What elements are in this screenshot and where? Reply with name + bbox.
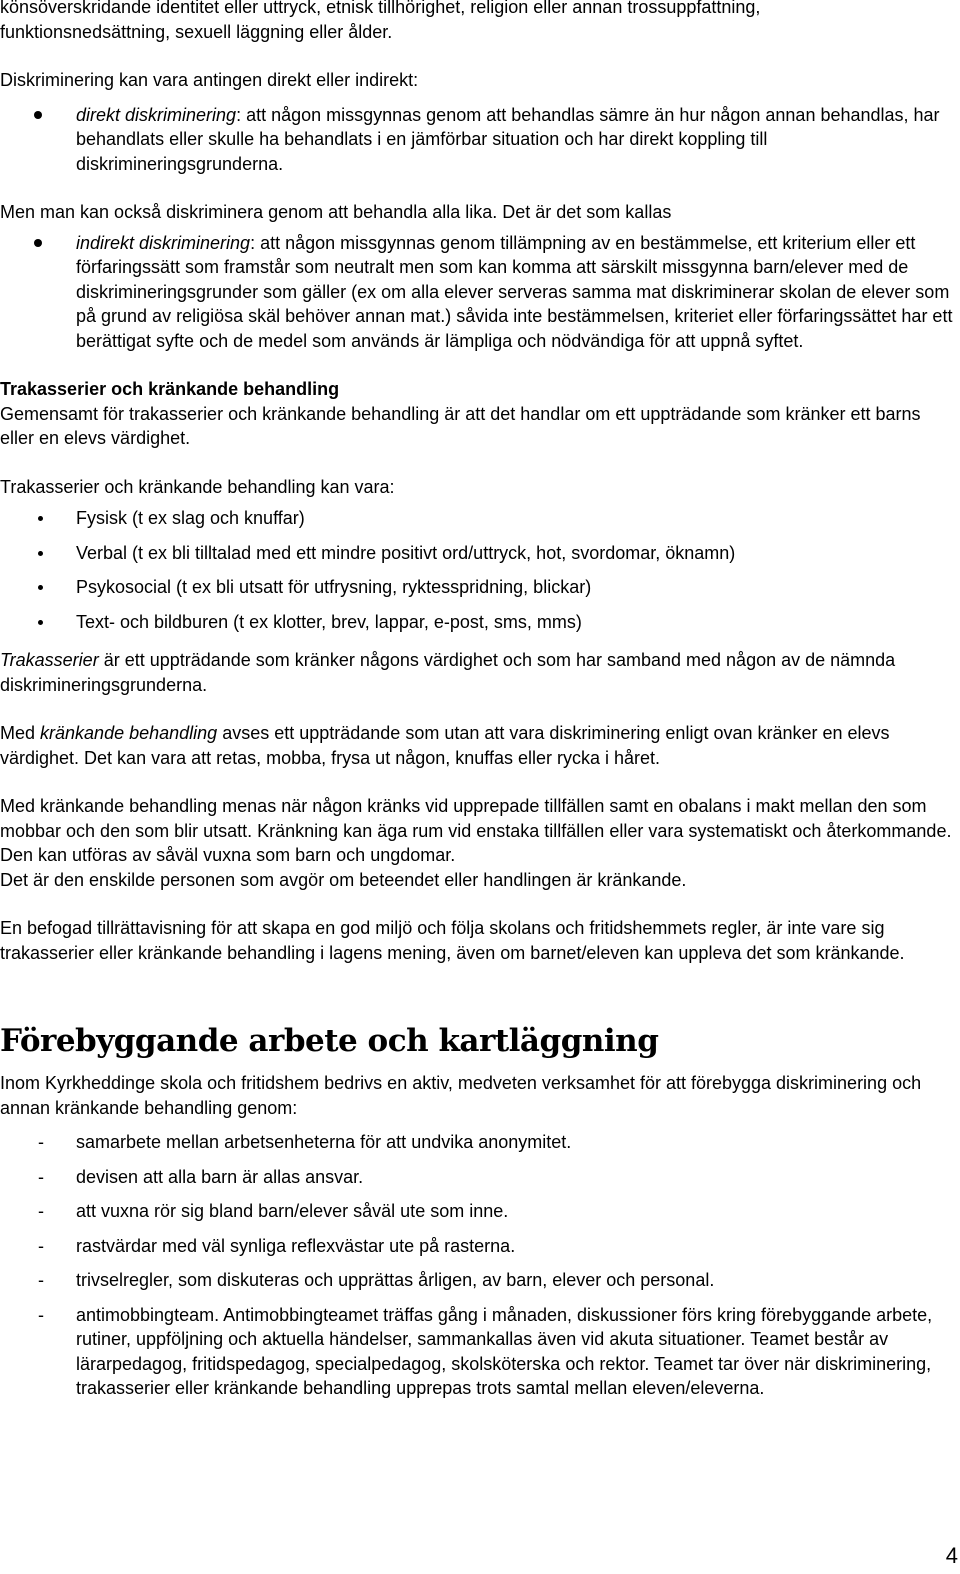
section-heading-prevention: Förebyggande arbete och kartläggning — [0, 1023, 659, 1059]
list-item: Psykosocial (t ex bli utsatt för utfrysning, ryktesspridning, blickar) — [0, 575, 958, 600]
definition-indirect: : att någon missgynnas genom tillämpning av en bestämmelse, ett kriterium eller ett förfaringssätt som framstår som neutralt men som kan komma att särskilt missgynna barn/elever med de diskrimineringsgrunder som gäller (ex om alla elever serveras samma mat diskriminerar skolan de elever som på grund av religiösa skäl behöver annan mat.) såvida inte bestämmelsen, kriteriet eller förfaringssättet har ett berättigat syfte och de medel som används är lämpliga och nödvändiga för att uppnå syftet. — [76, 232, 953, 351]
direct-discrimination-list — [0, 103, 958, 177]
list-item: - samarbete mellan arbetsenheterna för att undvika anonymitet. — [0, 1130, 958, 1155]
harassment-definition: Trakasserier är ett uppträdande som kränker någons värdighet och som har samband med någon av de nämnda diskrimineringsgrunderna. — [0, 650, 896, 695]
harassment-types-list — [0, 506, 958, 634]
harassment-types-lead: Trakasserier och kränkande behandling kan vara: — [0, 476, 395, 497]
discrimination-kinds-lead: Diskriminering kan vara antingen direkt eller indirekt: — [0, 70, 419, 90]
reprimand-paragraph: En befogad tillrättavisning för att skapa en god miljö och följa skolans och fritidshemmets regler, är inte vare sig trakasserier eller kränkande behandling i lagens mening, även om barnet/eleven kan uppleva det som kränkande. — [0, 918, 905, 963]
list-item: - att vuxna rör sig bland barn/elever såväl ute som inne. — [0, 1199, 958, 1224]
continued-line-2: funktionsnedsättning, sexuell läggning eller ålder. — [0, 21, 393, 42]
indirect-discrimination-list — [0, 231, 958, 354]
list-item: - rastvärdar med väl synliga reflexvästar ute på rasterna. — [0, 1234, 958, 1259]
list-item: - antimobbingteam. Antimobbingteamet träffas gång i månaden, diskussioner förs kring förebyggande arbete, rutiner, uppföljning och aktuella händelser, sammankallas även vid akuta situationer. Teamet består av lärarpedagog, fritidspedagog, specialpedagog, skolsköterska och rektor. Teamet tar över när diskriminering, trakasserier eller kränkande behandling upprepas trots samtal mellan eleven/eleverna. — [0, 1303, 958, 1401]
list-item: Text- och bildburen (t ex klotter, brev, lappar, e-post, sms, mms) — [0, 610, 958, 635]
page-number: 4 — [945, 1542, 958, 1568]
term-harassment: Trakasserier — [0, 650, 99, 670]
term-indirect: indirekt diskriminering — [76, 232, 251, 253]
mobbing-paragraph: Med kränkande behandling menas när någon kränks vid upprepade tillfällen samt en obalans i makt mellan den som mobbar och den som blir utsatt. Kränkning kan äga rum vid enstaka tillfällen eller vara systematiskt och återkommande. Den kan utföras av såväl vuxna som barn och ungdomar. — [0, 796, 952, 865]
harassment-common: Gemensamt för trakasserier och kränkande behandling är att det handlar om ett uppträdande som kränker ett barns eller en elevs värdighet. — [0, 403, 921, 448]
indirect-lead: Men man kan också diskriminera genom att behandla alla lika. Det är det som kallas — [0, 202, 672, 222]
term-direct: direkt diskriminering — [76, 104, 237, 125]
list-item: - trivselregler, som diskuteras och upprättas årligen, av barn, elever och personal. — [0, 1268, 958, 1293]
prevention-intro: Inom Kyrkheddinge skola och fritidshem bedrivs en aktiv, medveten verksamhet för att förebygga diskriminering och annan kränkande behandling genom: — [0, 1073, 922, 1118]
list-item: - devisen att alla barn är allas ansvar. — [0, 1165, 958, 1190]
definition-direct: : att någon missgynnas genom att behandlas sämre än hur någon annan behandlas, har behandlats eller skulle ha behandlats i en jämförbar situation och har direkt koppling till diskrimineringsgrunderna. — [76, 104, 940, 174]
continued-text — [0, 0, 958, 44]
offensive-treatment-definition: Med kränkande behandling avses ett uppträdande som utan att vara diskriminering enligt ovan kränker en elevs värdighet. Det kan vara att retas, mobba, frysa ut någon, knuffas eller rycka i håret. — [0, 723, 890, 768]
prevention-measures-list — [0, 1130, 958, 1401]
individual-judgement-paragraph: Det är den enskilde personen som avgör om beteendet eller handlingen är kränkande. — [0, 869, 687, 890]
continued-line-1: könsöverskridande identitet eller uttryck, etnisk tillhörighet, religion eller annan trossuppfattning, — [0, 0, 761, 17]
list-item: Fysisk (t ex slag och knuffar) — [0, 506, 958, 531]
list-item-direct — [0, 103, 958, 177]
list-item-indirect — [0, 231, 958, 354]
harassment-heading: Trakasserier och kränkande behandling — [0, 379, 340, 399]
list-item: Verbal (t ex bli tilltalad med ett mindre positivt ord/uttryck, hot, svordomar, öknamn) — [0, 541, 958, 566]
term-offensive-treatment: kränkande behandling — [40, 723, 218, 743]
